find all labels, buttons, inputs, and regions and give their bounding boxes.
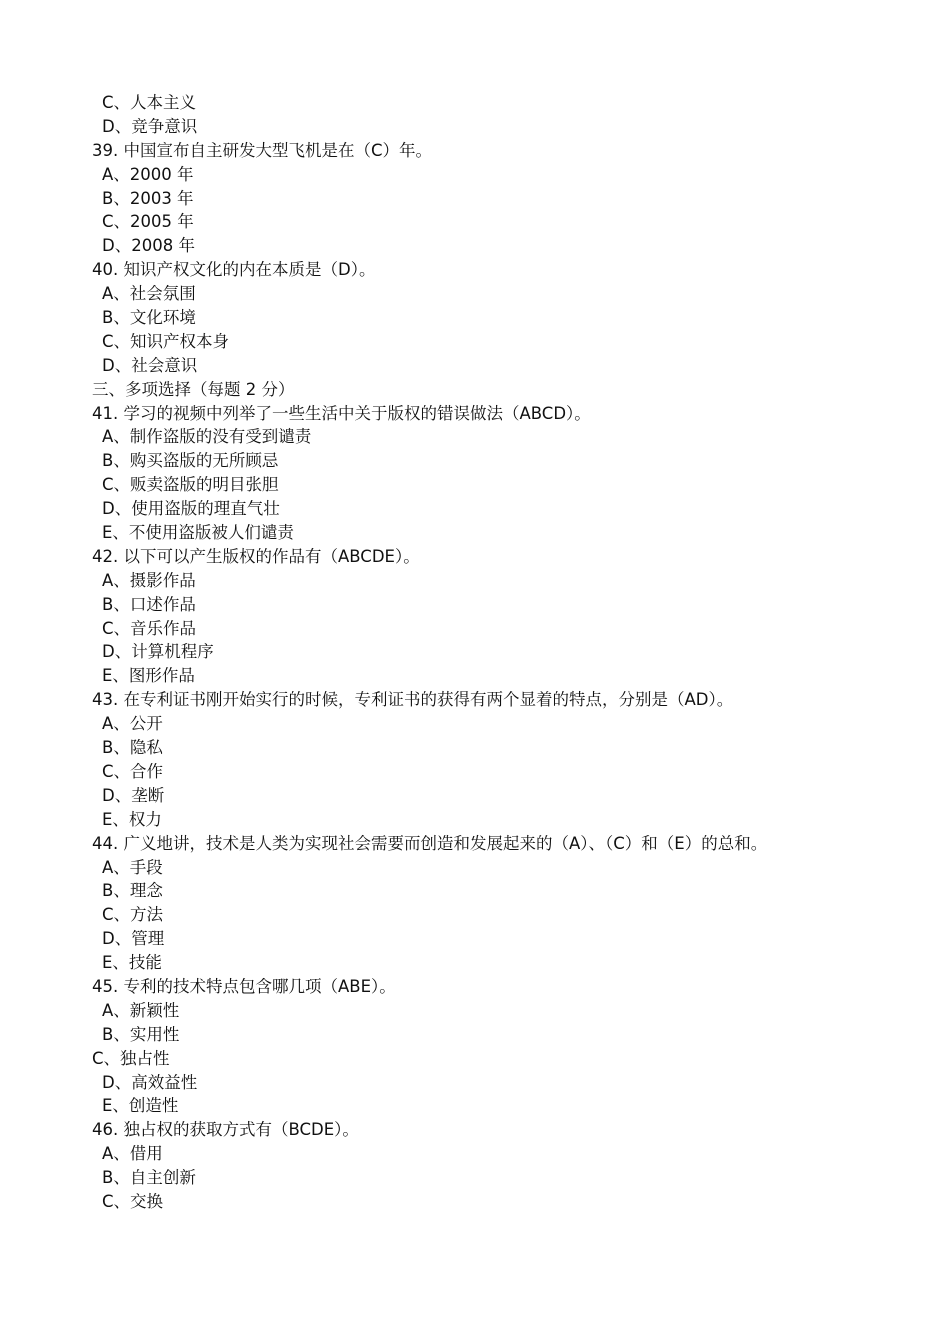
answer-option: D、计算机程序 xyxy=(102,642,214,662)
answer-option: B、实用性 xyxy=(102,1024,180,1044)
document-page xyxy=(92,91,852,1214)
answer-option: A、摄影作品 xyxy=(102,570,196,590)
answer-option: B、2003 年 xyxy=(102,188,194,208)
answer-option: D、社会意识 xyxy=(102,355,198,375)
answer-option: C、知识产权本身 xyxy=(102,331,230,351)
answer-option: C、音乐作品 xyxy=(102,618,197,638)
answer-option: D、管理 xyxy=(102,929,165,949)
question-text: 43. 在专利证书刚开始实行的时候，专利证书的获得有两个显着的特点，分别是（AD）。 xyxy=(92,690,734,710)
answer-option: B、口述作品 xyxy=(102,594,196,614)
question-text: 42. 以下可以产生版权的作品有（ABCDE）。 xyxy=(92,546,420,566)
answer-option: D、2008 年 xyxy=(102,236,195,256)
answer-option: E、创造性 xyxy=(102,1096,179,1116)
question-text: 45. 专利的技术特点包含哪几项（ABE）。 xyxy=(92,976,396,996)
answer-option: A、新颖性 xyxy=(102,1000,180,1020)
answer-option: C、交换 xyxy=(102,1191,164,1211)
answer-option: A、借用 xyxy=(102,1144,163,1164)
section-heading: 三、多项选择（每题 2 分） xyxy=(92,379,295,399)
answer-option: E、图形作品 xyxy=(102,666,195,686)
answer-option: C、独占性 xyxy=(92,1048,170,1068)
answer-option: D、竞争意识 xyxy=(102,116,198,136)
answer-option: C、方法 xyxy=(102,905,164,925)
answer-option: C、人本主义 xyxy=(102,93,197,112)
answer-option: B、隐私 xyxy=(102,738,163,758)
answer-option: C、合作 xyxy=(102,761,164,781)
answer-option: C、贩卖盗版的明目张胆 xyxy=(102,475,279,495)
answer-option: D、使用盗版的理直气壮 xyxy=(102,499,280,519)
answer-option: E、不使用盗版被人们谴责 xyxy=(102,523,294,543)
question-text: 41. 学习的视频中列举了一些生活中关于版权的错误做法（ABCD）。 xyxy=(92,403,591,423)
answer-option: A、公开 xyxy=(102,714,163,734)
question-text: 46. 独占权的获取方式有（BCDE）。 xyxy=(92,1120,359,1140)
answer-option: E、权力 xyxy=(102,809,162,829)
question-text: 39. 中国宣布自主研发大型飞机是在（C）年。 xyxy=(92,140,433,160)
answer-option: B、自主创新 xyxy=(102,1168,196,1188)
answer-option: B、文化环境 xyxy=(102,308,196,328)
answer-option: D、垄断 xyxy=(102,785,165,805)
answer-option: E、技能 xyxy=(102,953,162,973)
answer-option: C、2005 年 xyxy=(102,212,194,232)
question-text: 44. 广义地讲，技术是人类为实现社会需要而创造和发展起来的（A）、（C）和（E）的总和。 xyxy=(92,833,768,853)
answer-option: A、社会氛围 xyxy=(102,284,196,304)
answer-option: D、高效益性 xyxy=(102,1072,198,1092)
answer-option: B、理念 xyxy=(102,881,163,901)
answer-option: A、制作盗版的没有受到谴责 xyxy=(102,427,312,447)
answer-option: A、手段 xyxy=(102,857,163,877)
answer-option: B、购买盗版的无所顾忌 xyxy=(102,451,279,471)
answer-option: A、2000 年 xyxy=(102,164,194,184)
question-text: 40. 知识产权文化的内在本质是（D）。 xyxy=(92,260,376,280)
